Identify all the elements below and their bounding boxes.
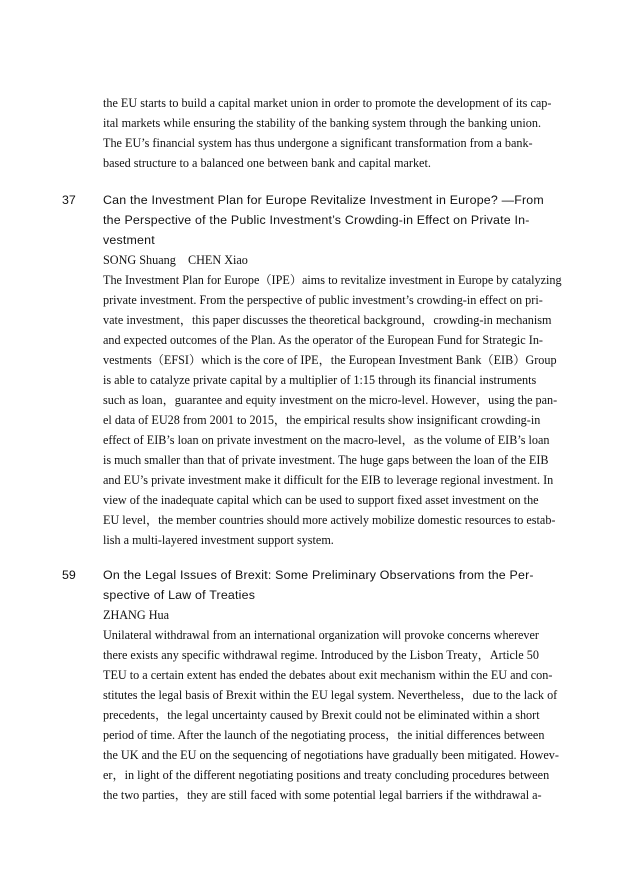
text-line: period of time. After the launch of the negotiating process，the initial differences between	[103, 728, 545, 742]
text-line: based structure to a balanced one between bank and capital market.	[103, 156, 431, 170]
text-line: is able to catalyze private capital by a multiplier of 1:15 through its financial instruments	[103, 373, 537, 387]
text-line: there exists any specific withdrawal regime. Introduced by the Lisbon Treaty，Article 50	[103, 648, 539, 662]
article-title-line: spective of Law of Treaties	[103, 588, 256, 602]
article-authors: ZHANG Hua	[103, 608, 170, 622]
text-line: effect of EIB’s loan on private investment on the macro-level，as the volume of EIB’s loan	[103, 433, 550, 447]
article-page-number: 37	[62, 193, 76, 207]
text-line: is much smaller than that of private investment. The huge gaps between the loan of the EIB	[103, 453, 549, 467]
text-line: precedents，the legal uncertainty caused by Brexit could not be eliminated within a short	[103, 708, 540, 722]
article-title-line: the Perspective of the Public Investment’s Crowding-in Effect on Private In-	[103, 213, 530, 227]
text-line: and expected outcomes of the Plan. As the operator of the European Fund for Strategic In-	[103, 333, 543, 347]
text-line: TEU to a certain extent has ended the debates about exit mechanism within the EU and con-	[103, 668, 553, 682]
text-line: er，in light of the different negotiating positions and treaty concluding procedures between	[103, 768, 550, 782]
text-line: vate investment，this paper discusses the theoretical background，crowding-in mechanism	[103, 313, 552, 327]
text-line: The Investment Plan for Europe（IPE）aims to revitalize investment in Europe by catalyzing	[103, 273, 562, 287]
text-line: view of the inadequate capital which can be used to support fixed asset investment on the	[103, 493, 539, 507]
article-title-line: Can the Investment Plan for Europe Revitalize Investment in Europe? —From	[103, 193, 544, 207]
text-line: private investment. From the perspective of public investment’s crowding-in effect on pri-	[103, 293, 543, 307]
article-title-line: vestment	[103, 233, 155, 247]
text-line: The EU’s financial system has thus undergone a significant transformation from a bank-	[103, 136, 533, 150]
article-authors: SONG Shuang CHEN Xiao	[103, 253, 248, 267]
text-line: ital markets while ensuring the stability of the banking system through the banking union.	[103, 116, 542, 130]
text-line: the UK and the EU on the sequencing of negotiations have gradually been mitigated. Howev-	[103, 748, 559, 762]
text-line: and EU’s private investment make it difficult for the EIB to leverage regional investment. In	[103, 473, 554, 487]
article-page-number: 59	[62, 568, 76, 582]
text-line: EU level，the member countries should more actively mobilize domestic resources to estab-	[103, 513, 556, 527]
text-line: the EU starts to build a capital market union in order to promote the development of its cap-	[103, 96, 552, 110]
text-line: lish a multi-layered investment support system.	[103, 533, 334, 547]
text-line: the two parties，they are still faced with some potential legal barriers if the withdrawal a-	[103, 788, 542, 802]
text-line: stitutes the legal basis of Brexit within the EU legal system. Nevertheless，due to the lack of	[103, 688, 558, 702]
text-line: el data of EU28 from 2001 to 2015，the empirical results show insignificant crowding-in	[103, 413, 541, 427]
article-title-line: On the Legal Issues of Brexit: Some Preliminary Observations from the Per-	[103, 568, 534, 582]
text-line: such as loan，guarantee and equity investment on the micro-level. However，using the pan-	[103, 393, 558, 407]
text-line: Unilateral withdrawal from an international organization will provoke concerns wherever	[103, 628, 539, 642]
text-line: vestments（EFSI）which is the core of IPE，the European Investment Bank（EIB）Group	[103, 353, 557, 367]
